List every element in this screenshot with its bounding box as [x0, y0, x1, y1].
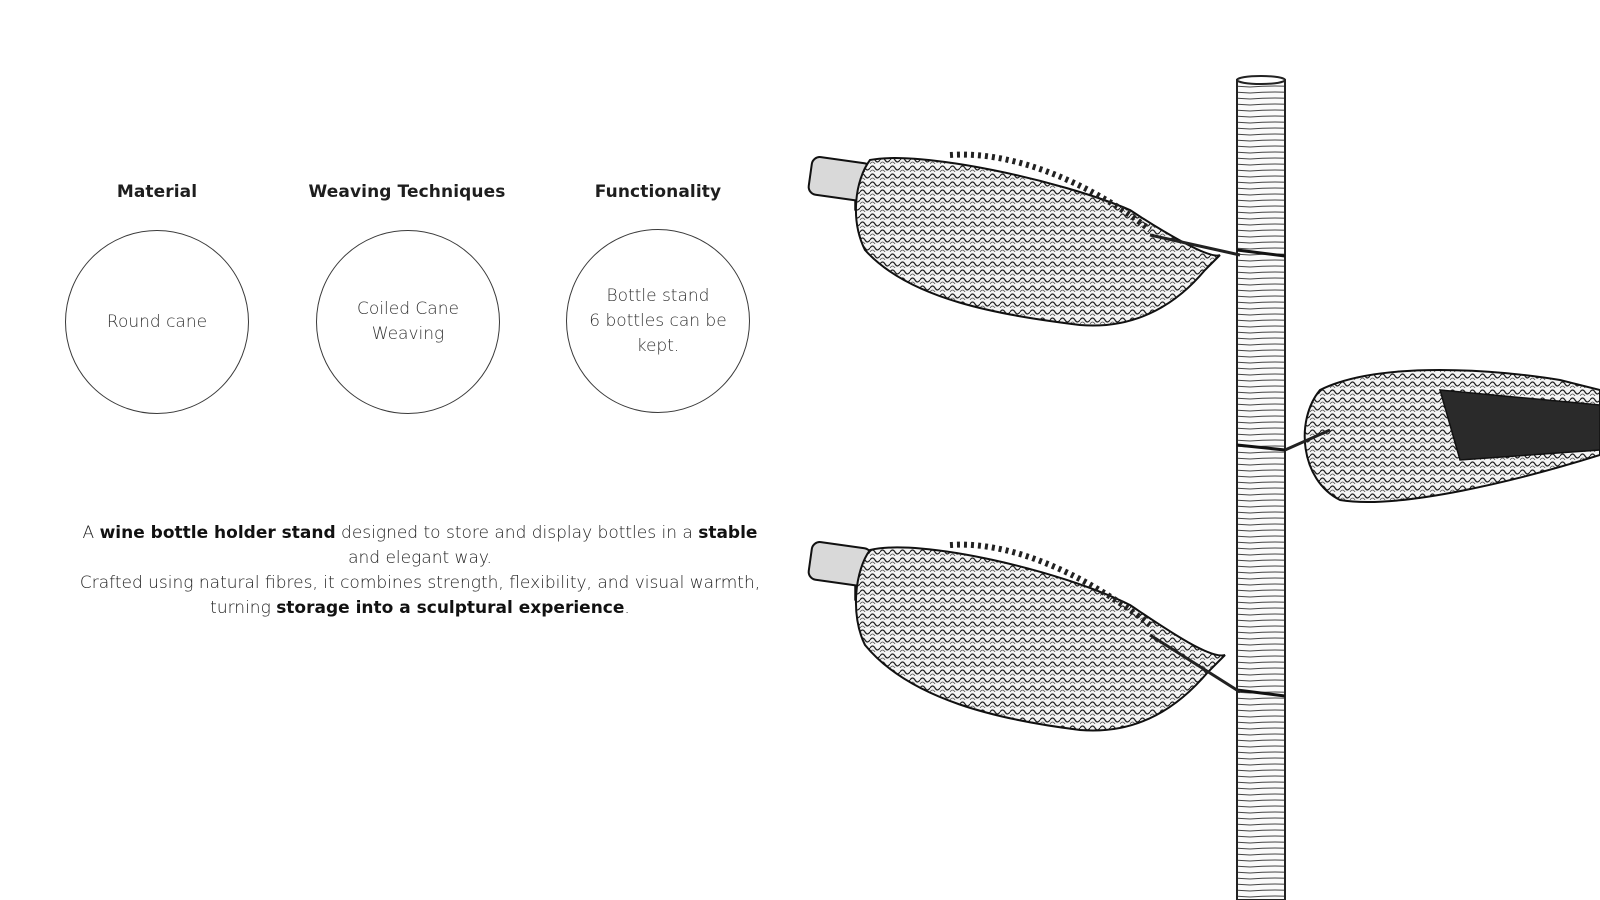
material-circle: [65, 230, 249, 414]
weaving-column: [307, 178, 507, 206]
material-column: [57, 178, 257, 206]
pole: [1237, 76, 1285, 900]
functionality-column: [558, 178, 758, 206]
bottle-holder-bottom: [808, 541, 1240, 731]
weaving-title: Weaving Techniques: [308, 182, 506, 202]
bottle-holder-top: [808, 155, 1240, 326]
description-paragraph-2: Crafted using natural fibres, it combines strength, flexibility, and visual warmth, turning storage into a sculptural experience.: [79, 573, 761, 618]
bottle-holder-right: [1285, 370, 1600, 502]
functionality-title: Functionality: [594, 182, 722, 202]
material-title: Material: [116, 182, 198, 202]
functionality-circle: [566, 229, 750, 413]
weaving-value: Coiled Cane Weaving: [357, 299, 459, 344]
weaving-circle: [316, 230, 500, 414]
description: [70, 521, 770, 621]
material-value: Round cane: [106, 311, 208, 332]
functionality-value: Bottle stand 6 bottles can be kept.: [589, 285, 727, 356]
description-paragraph-1: A wine bottle holder stand designed to store and display bottles in a stable and elegant way.: [82, 523, 758, 568]
bottle-stand-illustration: [800, 60, 1600, 900]
